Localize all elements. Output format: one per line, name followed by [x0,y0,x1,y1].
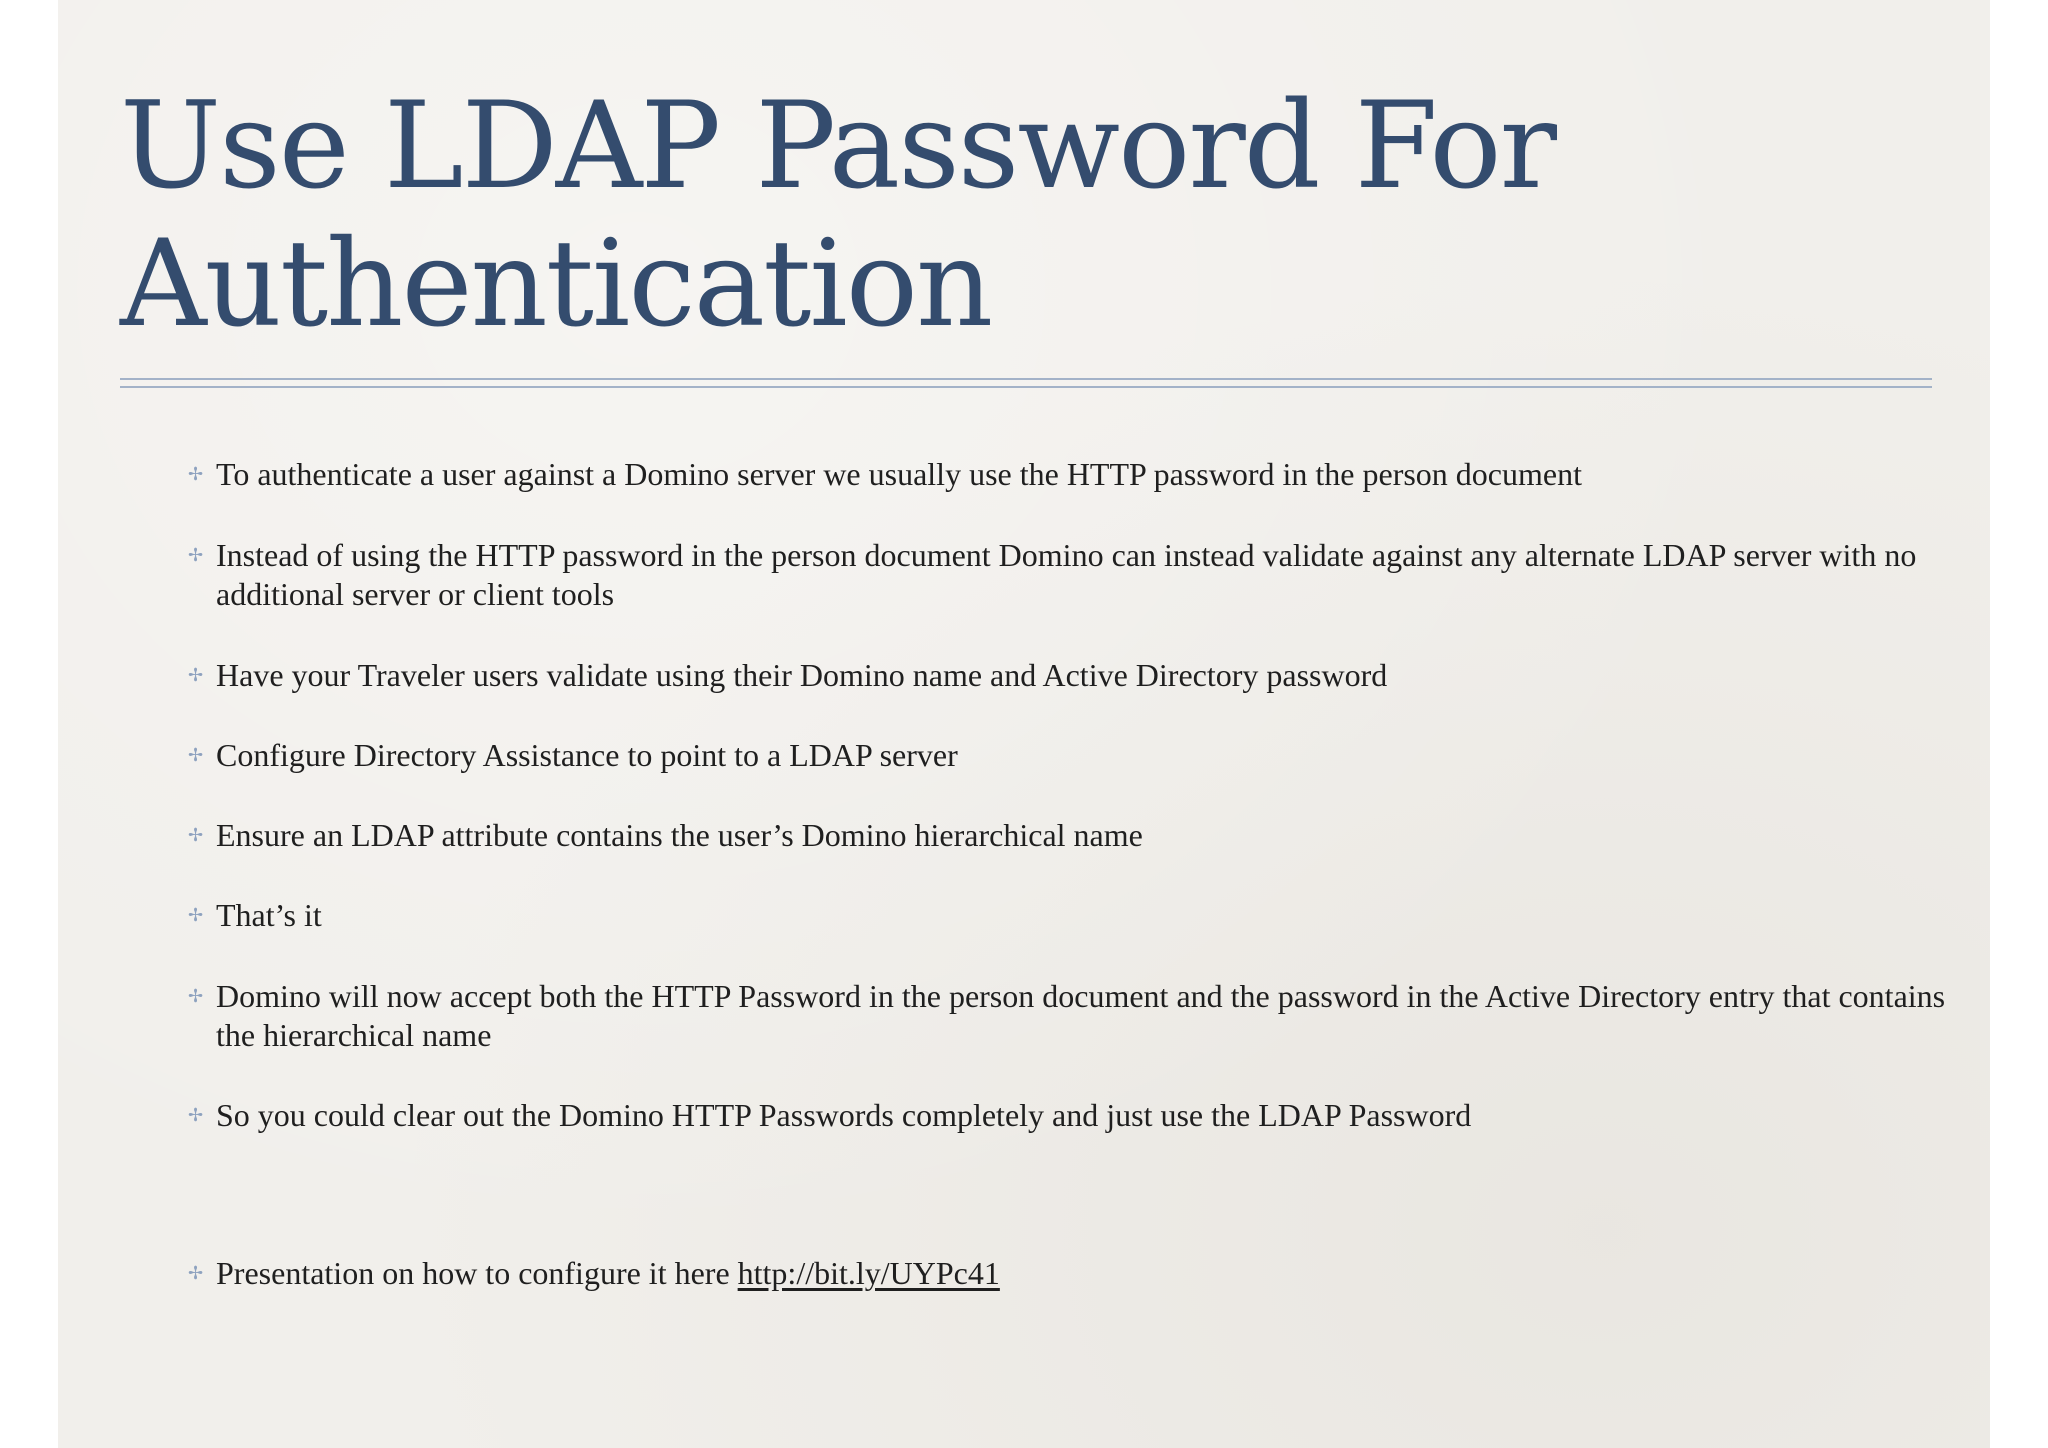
bullet-item [188,896,1976,935]
slide [58,0,1990,1448]
bullet-item [188,455,1976,494]
bullet-star-icon: ✢ [188,745,204,765]
bullet-item [188,736,1976,775]
bullet-star-icon: ✢ [188,905,204,925]
bullet-item [188,656,1976,695]
bullet-star-icon: ✢ [188,545,204,565]
bullet-star-icon: ✢ [188,665,204,685]
presentation-link[interactable]: http://bit.ly/UYPc41 [737,1255,1000,1291]
bullet-item [188,1096,1976,1135]
bullet-text: So you could clear out the Domino HTTP Passwords completely and just use the LDAP Password [216,1097,1472,1133]
bullet-text: That’s it [216,897,322,933]
bullet-list [58,0,1990,1448]
bullet-star-icon: ✢ [188,1263,204,1283]
bullet-star-icon: ✢ [188,1105,204,1125]
bullet-text: Domino will now accept both the HTTP Password in the person document and the password in the Active Directory entry that contains the hierarchical name [216,978,1946,1053]
bullet-item-presentation [188,1254,1976,1293]
bullet-text: Instead of using the HTTP password in the person document Domino can instead validate against any alternate LDAP server with no additional server or client tools [216,537,1917,612]
bullet-item [188,816,1976,855]
bullet-text: Configure Directory Assistance to point to a LDAP server [216,737,958,773]
bullet-item [188,536,1976,614]
bullet-star-icon: ✢ [188,986,204,1006]
bullet-star-icon: ✢ [188,825,204,845]
bullet-item [188,977,1976,1055]
slide-title-line-2: Authentication [120,215,992,354]
bullet-text: To authenticate a user against a Domino server we usually use the HTTP password in the person document [216,456,1582,492]
slide-title-line-1: Use LDAP Password For [120,77,1555,216]
bullet-text: Have your Traveler users validate using their Domino name and Active Directory password [216,657,1388,693]
bullet-star-icon: ✢ [188,464,204,484]
bullet-text: Ensure an LDAP attribute contains the user’s Domino hierarchical name [216,817,1143,853]
bullet-text [216,1254,1976,1293]
presentation-text: Presentation on how to configure it here [216,1255,730,1291]
